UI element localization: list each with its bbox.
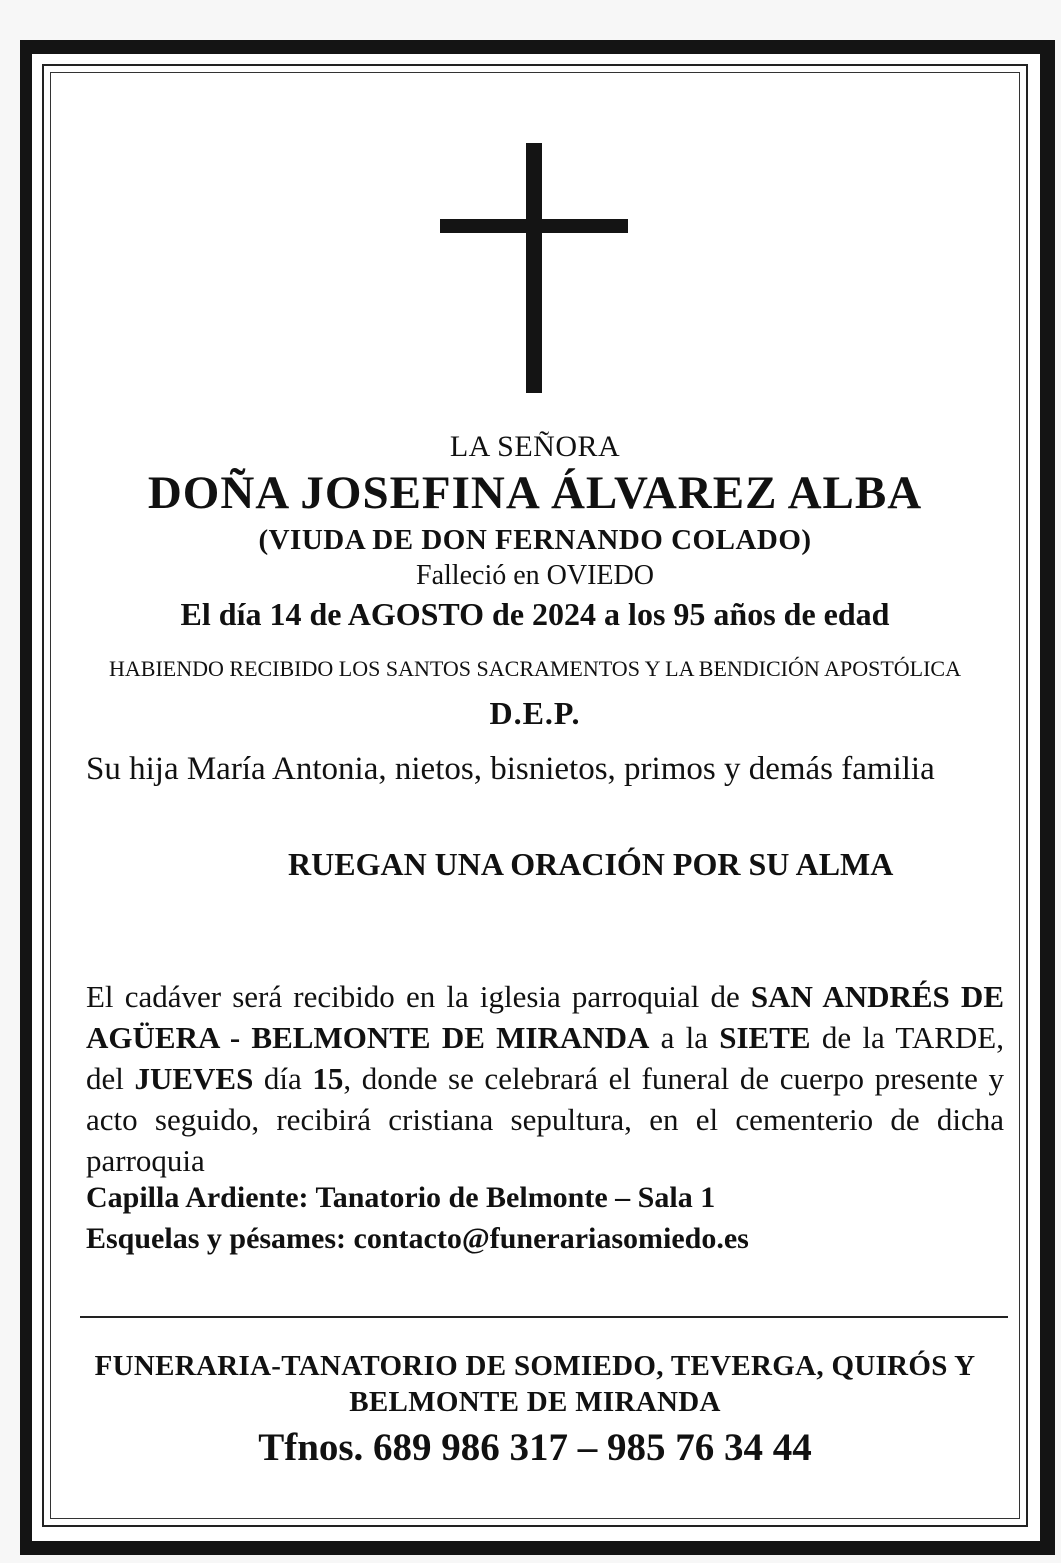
funeral-text-3: de la TARDE, del xyxy=(86,1020,1004,1096)
phone-numbers: Tfnos. 689 986 317 – 985 76 34 44 xyxy=(258,1426,812,1469)
funeral-text-5: , donde se celebrará el funeral de cuerpo presente y acto seguido, recibirá cristiana sepultura, en el cementerio de dicha parroquia xyxy=(86,1061,1004,1178)
cross-horizontal-bar xyxy=(440,219,628,233)
funeral-weekday: JUEVES xyxy=(134,1061,254,1096)
funeral-text-1: El cadáver será recibido en la iglesia parroquial de xyxy=(86,979,751,1014)
died-in-line: Falleció en OVIEDO xyxy=(416,560,654,591)
family-paragraph: Su hija María Antonia, nietos, bisnietos, primos y demás familia xyxy=(86,751,935,787)
deceased-name: DOÑA JOSEFINA ÁLVAREZ ALBA xyxy=(147,467,923,519)
funeral-day: 15 xyxy=(312,1061,344,1096)
funeral-text-4: día xyxy=(253,1061,313,1096)
cross-vertical-bar xyxy=(526,143,542,393)
sacraments-line: HABIENDO RECIBIDO LOS SANTOS SACRAMENTOS Y LA BENDICIÓN APOSTÓLICA xyxy=(109,656,961,681)
funeral-hour: SIETE xyxy=(719,1020,811,1055)
chapel-line: Capilla Ardiente: Tanatorio de Belmonte – Sala 1 xyxy=(86,1181,716,1214)
contact-line: Esquelas y pésames: contacto@funerariasomiedo.es xyxy=(86,1222,749,1255)
title-line: LA SEÑORA xyxy=(449,430,621,463)
funeral-paragraph xyxy=(86,976,1004,1181)
widow-line: (VIUDA DE DON FERNANDO COLADO) xyxy=(258,524,812,556)
company-line-1: FUNERARIA-TANATORIO DE SOMIEDO, TEVERGA, QUIRÓS Y xyxy=(94,1350,976,1382)
prayer-request: RUEGAN UNA ORACIÓN POR SU ALMA xyxy=(288,846,894,882)
funeral-text-2: a la xyxy=(649,1020,720,1055)
company-line-2: BELMONTE DE MIRANDA xyxy=(349,1386,721,1418)
date-age-line: El día 14 de AGOSTO de 2024 a los 95 años de edad xyxy=(180,596,890,632)
church-name: SAN ANDRÉS DE AGÜERA - BELMONTE DE MIRANDA xyxy=(86,979,1004,1055)
dep-line: D.E.P. xyxy=(489,695,581,731)
footer-divider xyxy=(80,1316,1008,1318)
